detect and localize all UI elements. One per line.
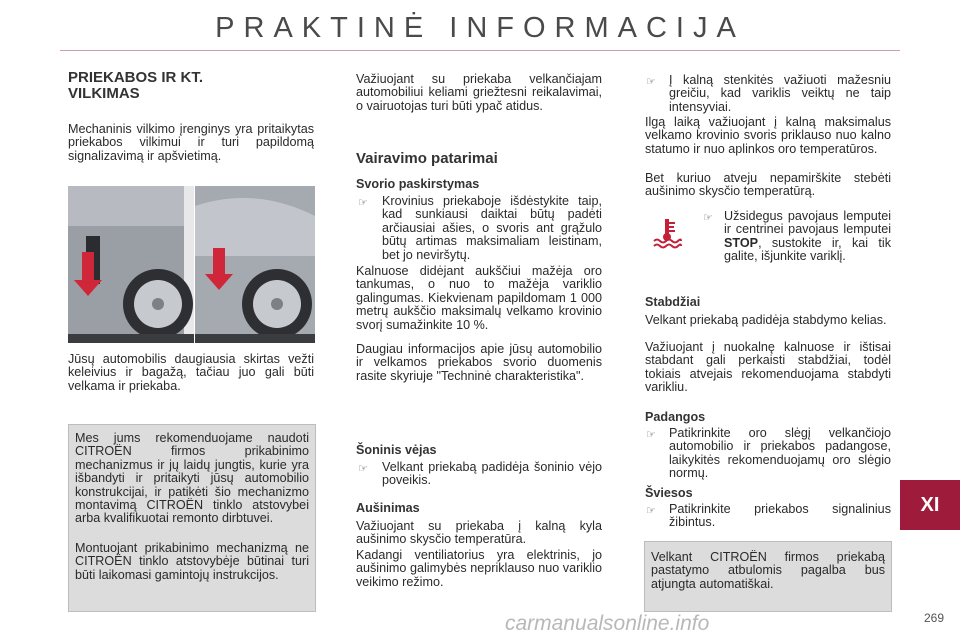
note-paragraph-2: Montuojant prikabinimo mechanizmą ne CITROËN tinklo atstovybėje būtinai turi būti laikomasi gamintojų instrukcijos. bbox=[75, 541, 309, 582]
intro-paragraph: Mechaninis vilkimo įrenginys yra pritaikytas priekabos vilkimui ir turi papildomą signalizavimą ir apšvietimą. bbox=[68, 122, 314, 163]
crosswind-bullet: Velkant priekabą padidėja šoninio vėjo poveikis. bbox=[382, 460, 602, 488]
warning-text-pre: Užsidegus pavojaus lemputei ir centrinei pavojaus lemputei bbox=[724, 209, 891, 237]
monitor-temperature-paragraph: Bet kuriuo atveju nepamirškite stebėti aušinimo skysčio temperatūrą. bbox=[645, 171, 891, 199]
chapter-tab: XI bbox=[900, 480, 960, 530]
watermark: carmanualsonline.info bbox=[505, 612, 710, 635]
brakes-paragraph-1: Velkant priekabą padidėja stabdymo kelias. bbox=[645, 313, 887, 327]
hand-pointing-icon: ☞ bbox=[646, 429, 656, 441]
recommendation-note-box bbox=[68, 424, 316, 612]
lights-heading: Šviesos bbox=[645, 486, 693, 500]
section-heading-line2: VILKIMAS bbox=[68, 85, 140, 102]
weight-distribution-heading: Svorio paskirstymas bbox=[356, 177, 480, 191]
photo-caption: Jūsų automobilis daugiausia skirtas vežti keleivius ir bagažą, tačiau juo gali būti velkama ir priekaba. bbox=[68, 352, 314, 393]
weight-bullet: Krovinius priekaboje išdėstykite taip, kad sunkiausi daiktai būtų padėti arčiausiai ašies, o svoris ant grąžulo būtų artimas maksimaliam leistinam, bet jo neviršytų. bbox=[382, 194, 602, 262]
tyres-bullet: Patikrinkite oro slėgį velkančiojo automobilio ir priekabos padangose, laikykitės rekomenduojamų oro slėgio normų. bbox=[669, 426, 891, 481]
stop-label: STOP bbox=[724, 235, 759, 250]
air-density-paragraph: Kalnuose didėjant aukščiui mažėja oro tankumas, o nuo to mažėja variklio galingumas. Kiekvienam papildomam 1 000 metrų aukščio maksimalų velkamo krovinio svorį sumažinkite 10 %. bbox=[356, 264, 602, 332]
lights-bullet: Patikrinkite priekabos signalinius žibintus. bbox=[669, 502, 891, 530]
towbar-photo-left bbox=[68, 186, 194, 343]
long-climb-paragraph: Ilgą laiką važiuojant į kalną maksimalus velkamo krovinio svoris priklauso nuo kalno statumo ir nuo aplinkos oro temperatūros. bbox=[645, 115, 891, 156]
uphill-bullet: Į kalną stenkitės važiuoti mažesniu greičiu, kad variklis veiktų ne taip intensyviai. bbox=[669, 73, 891, 114]
brakes-heading: Stabdžiai bbox=[645, 295, 701, 309]
warning-text-post: , sustokite ir, kai tik galite, išjunkite variklį. bbox=[724, 235, 891, 264]
title-divider bbox=[60, 50, 900, 51]
section-heading bbox=[68, 70, 318, 102]
warning-bullet bbox=[724, 210, 891, 264]
hand-pointing-icon: ☞ bbox=[358, 197, 368, 209]
cooling-heading: Aušinimas bbox=[356, 501, 420, 515]
hand-pointing-icon: ☞ bbox=[703, 212, 713, 224]
towbar-photo-right bbox=[195, 186, 315, 343]
driving-tips-heading: Vairavimo patarimai bbox=[356, 150, 498, 167]
page-number: 269 bbox=[923, 611, 944, 625]
reverse-assist-note-box bbox=[644, 541, 892, 612]
cooling-paragraph-1: Važiuojant su priekaba į kalną kyla aušinimo skysčio temperatūra. bbox=[356, 519, 602, 547]
column2-intro: Važiuojant su priekaba velkančiajam automobiliui keliami griežtesni reikalavimai, o vairuotojas turi būti ypač atidus. bbox=[356, 72, 602, 113]
hand-pointing-icon: ☞ bbox=[646, 76, 656, 88]
cooling-paragraph-2: Kadangi ventiliatorius yra elektrinis, jo aušinimo galimybės nepriklauso nuo variklio veikimo režimo. bbox=[356, 548, 602, 589]
more-info-paragraph: Daugiau informacijos apie jūsų automobilio ir velkamos priekabos svorio duomenis rasite skyriuje "Techninė charakteristika". bbox=[356, 342, 602, 383]
hand-pointing-icon: ☞ bbox=[646, 505, 656, 517]
tyres-heading: Padangos bbox=[645, 410, 706, 424]
crosswind-heading: Šoninis vėjas bbox=[356, 443, 437, 457]
coolant-temperature-warning-icon bbox=[651, 217, 683, 249]
section-heading-line1: PRIEKABOS IR KT. bbox=[68, 69, 204, 86]
reverse-assist-note: Velkant CITROËN firmos priekabą pastatymo atbulomis pagalba bus atjungta automatiškai. bbox=[651, 550, 885, 591]
page-title: PRAKTINĖ INFORMACIJA bbox=[215, 12, 745, 44]
hand-pointing-icon: ☞ bbox=[358, 463, 368, 475]
note-paragraph-1: Mes jums rekomenduojame naudoti CITROËN firmos prikabinimo mechanizmus ir jų laidų jungtis, kurie yra išbandyti ir pritaikyti jūsų automobilio konstrukcijai, ir patikėti šio mechanizmo montavimą CITROËN tinklo atstovybei arba kvalifikuotai remonto dirbtuvei. bbox=[75, 431, 309, 526]
brakes-paragraph-2: Važiuojant į nuokalnę kalnuose ir ištisai stabdant gali perkaisti stabdžiai, todėl tokiais atvejais rekomenduojama stabdyti varikliu. bbox=[645, 340, 891, 395]
